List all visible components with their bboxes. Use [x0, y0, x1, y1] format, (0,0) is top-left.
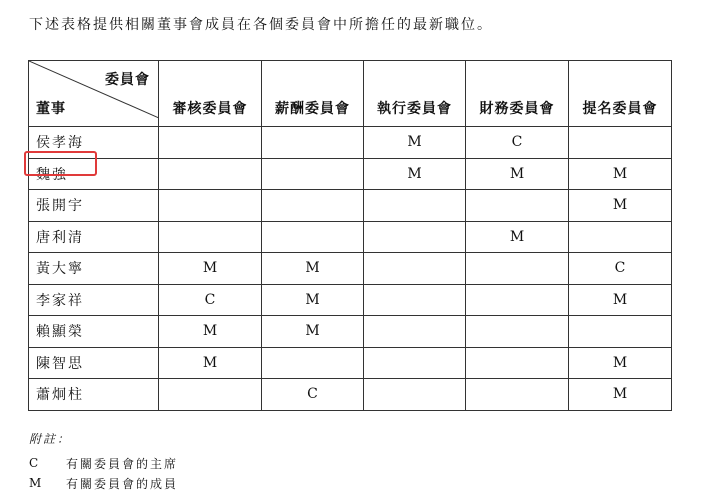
role-cell — [262, 158, 364, 190]
notes-title: 附註： — [29, 432, 72, 446]
column-header-nomination: 提名委員會 — [569, 61, 672, 127]
role-cell — [159, 221, 262, 253]
corner-header-cell — [29, 61, 159, 127]
note-code: C — [29, 456, 39, 470]
column-header-executive: 執行委員會 — [364, 61, 466, 127]
director-name: 賴顯榮 — [29, 316, 159, 348]
director-name: 張開宇 — [29, 190, 159, 222]
director-name: 黃大寧 — [29, 253, 159, 285]
director-name: 蕭炯柱 — [29, 379, 159, 411]
role-cell — [262, 190, 364, 222]
corner-label-committee: 委員會 — [105, 72, 150, 88]
role-cell: M — [364, 127, 466, 159]
director-name: 李家祥 — [29, 284, 159, 316]
role-cell — [159, 379, 262, 411]
role-cell: M — [569, 379, 672, 411]
director-name: 唐利清 — [29, 221, 159, 253]
role-cell: M — [262, 253, 364, 285]
note-item — [29, 473, 178, 493]
role-cell — [569, 127, 672, 159]
table-row — [29, 253, 672, 285]
role-cell: M — [569, 158, 672, 190]
note-item — [29, 453, 178, 473]
role-cell — [364, 379, 466, 411]
role-cell — [364, 190, 466, 222]
column-header-remuneration: 薪酬委員會 — [262, 61, 364, 127]
role-cell — [569, 316, 672, 348]
role-cell — [466, 284, 569, 316]
committee-table — [28, 60, 672, 411]
table-row — [29, 221, 672, 253]
role-cell: M — [159, 253, 262, 285]
role-cell — [466, 253, 569, 285]
role-cell — [159, 190, 262, 222]
notes-section — [29, 430, 178, 493]
note-text: 有關委員會的主席 — [66, 456, 179, 471]
role-cell: C — [569, 253, 672, 285]
role-cell: M — [159, 316, 262, 348]
note-code: M — [29, 476, 42, 490]
table-row — [29, 127, 672, 159]
table-row — [29, 379, 672, 411]
role-cell: M — [159, 347, 262, 379]
role-cell — [466, 190, 569, 222]
role-cell: M — [466, 221, 569, 253]
table-row — [29, 284, 672, 316]
table-row — [29, 158, 672, 190]
role-cell: C — [262, 379, 364, 411]
role-cell — [466, 379, 569, 411]
director-name: 陳智思 — [29, 347, 159, 379]
highlight-annotation-box — [24, 151, 97, 176]
role-cell: M — [364, 158, 466, 190]
role-cell — [364, 316, 466, 348]
note-text: 有關委員會的成員 — [66, 476, 179, 491]
role-cell: M — [466, 158, 569, 190]
role-cell — [262, 347, 364, 379]
director-name: 侯孝海 — [29, 127, 159, 159]
role-cell — [262, 127, 364, 159]
role-cell: M — [569, 190, 672, 222]
role-cell — [569, 221, 672, 253]
role-cell: M — [262, 316, 364, 348]
column-header-audit: 審核委員會 — [159, 61, 262, 127]
table-header-row — [29, 61, 672, 127]
role-cell: C — [159, 284, 262, 316]
table-row — [29, 190, 672, 222]
role-cell: C — [466, 127, 569, 159]
role-cell: M — [262, 284, 364, 316]
corner-label-director: 董事 — [36, 101, 66, 117]
column-header-finance: 財務委員會 — [466, 61, 569, 127]
role-cell: M — [569, 347, 672, 379]
role-cell — [364, 347, 466, 379]
role-cell — [159, 158, 262, 190]
table-row — [29, 347, 672, 379]
role-cell — [364, 253, 466, 285]
role-cell — [466, 316, 569, 348]
role-cell — [466, 347, 569, 379]
role-cell — [262, 221, 364, 253]
role-cell — [364, 284, 466, 316]
committee-table-container — [28, 60, 671, 404]
role-cell: M — [569, 284, 672, 316]
director-name: 魏強 — [29, 158, 159, 190]
table-row — [29, 316, 672, 348]
role-cell — [159, 127, 262, 159]
intro-text: 下述表格提供相關董事會成員在各個委員會中所擔任的最新職位。 — [29, 17, 493, 33]
role-cell — [364, 221, 466, 253]
